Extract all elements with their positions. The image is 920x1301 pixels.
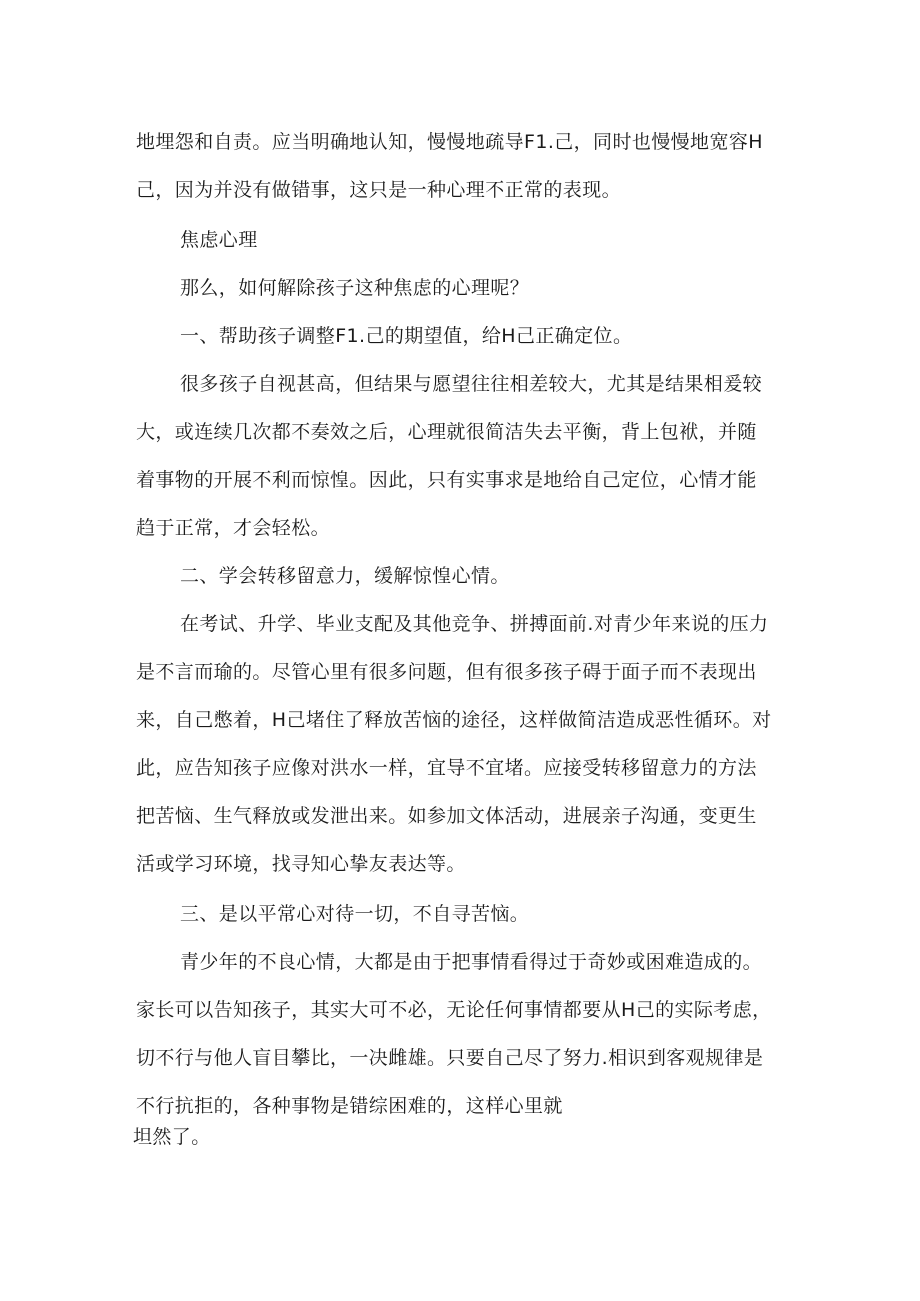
text-line: 家长可以告知孩子，其实大可不必，无论任何事情都要从H己的实际考虑， bbox=[136, 999, 772, 1021]
list-heading: 三、是以平常心对待一切，不自寻苦恼。 bbox=[180, 903, 530, 925]
list-heading: 一、帮助孩子调整F1.己的期望值，给H己正确定位。 bbox=[180, 325, 633, 347]
list-heading: 二、学会转移留意力，缓解惊惶心情。 bbox=[180, 565, 510, 587]
text-line: 地埋怨和自责。应当明确地认知，慢慢地疏导F1.己，同时也慢慢地宽容H bbox=[136, 131, 763, 153]
text-line: 那么，如何解除孩子这种焦虑的心理呢？ bbox=[180, 277, 530, 299]
text-line: 此，应告知孩子应像对洪水一样，宜导不宜堵。应接受转移留意力的方法 bbox=[136, 757, 757, 779]
text-line: 切不行与他人盲目攀比，一决雌雄。只要自己尽了努力.相识到客观规律是 bbox=[136, 1047, 764, 1069]
text-line: 在考试、升学、毕业支配及其他竞争、拼搏面前.对青少年来说的压力 bbox=[180, 613, 769, 635]
text-line: 活或学习环境，找寻知心挚友表达等。 bbox=[136, 853, 466, 875]
text-line: 是不言而瑜的。尽管心里有很多问题，但有很多孩子碍于面子而不表现出 bbox=[136, 661, 757, 683]
section-heading: 焦虑心理 bbox=[180, 229, 258, 251]
text-line: 坦然了。 bbox=[133, 1126, 211, 1148]
text-line: 大，或连续几次都不奏效之后，心理就很简洁失去平衡，背上包袱，并随 bbox=[136, 421, 757, 443]
text-line: 青少年的不良心情，大都是由于把事情看得过于奇妙或困难造成的。 bbox=[180, 951, 763, 973]
text-line: 很多孩子自视甚高，但结果与愿望往往相差较大，尤其是结果相爰较 bbox=[180, 373, 763, 395]
text-line: 来，自己憋着，H己堵住了释放苦恼的途径，这样做简洁造成恶性循环。对 bbox=[136, 709, 772, 731]
text-line: 把苦恼、生气释放或发泄出来。如参加文体活动，进展亲子沟通，变更生 bbox=[136, 805, 757, 827]
text-line: 不行抗拒的，各种事物是错综困难的，这样心里就 bbox=[136, 1095, 563, 1117]
text-line: 着事物的开展不利而惊惶。因此，只有实事求是地给自己定位，心情才能 bbox=[136, 469, 757, 491]
text-line: 己，因为并没有做错事，这只是一种心理不正常的表现。 bbox=[136, 179, 622, 201]
text-line: 趋于正常，才会轻松。 bbox=[136, 517, 331, 539]
